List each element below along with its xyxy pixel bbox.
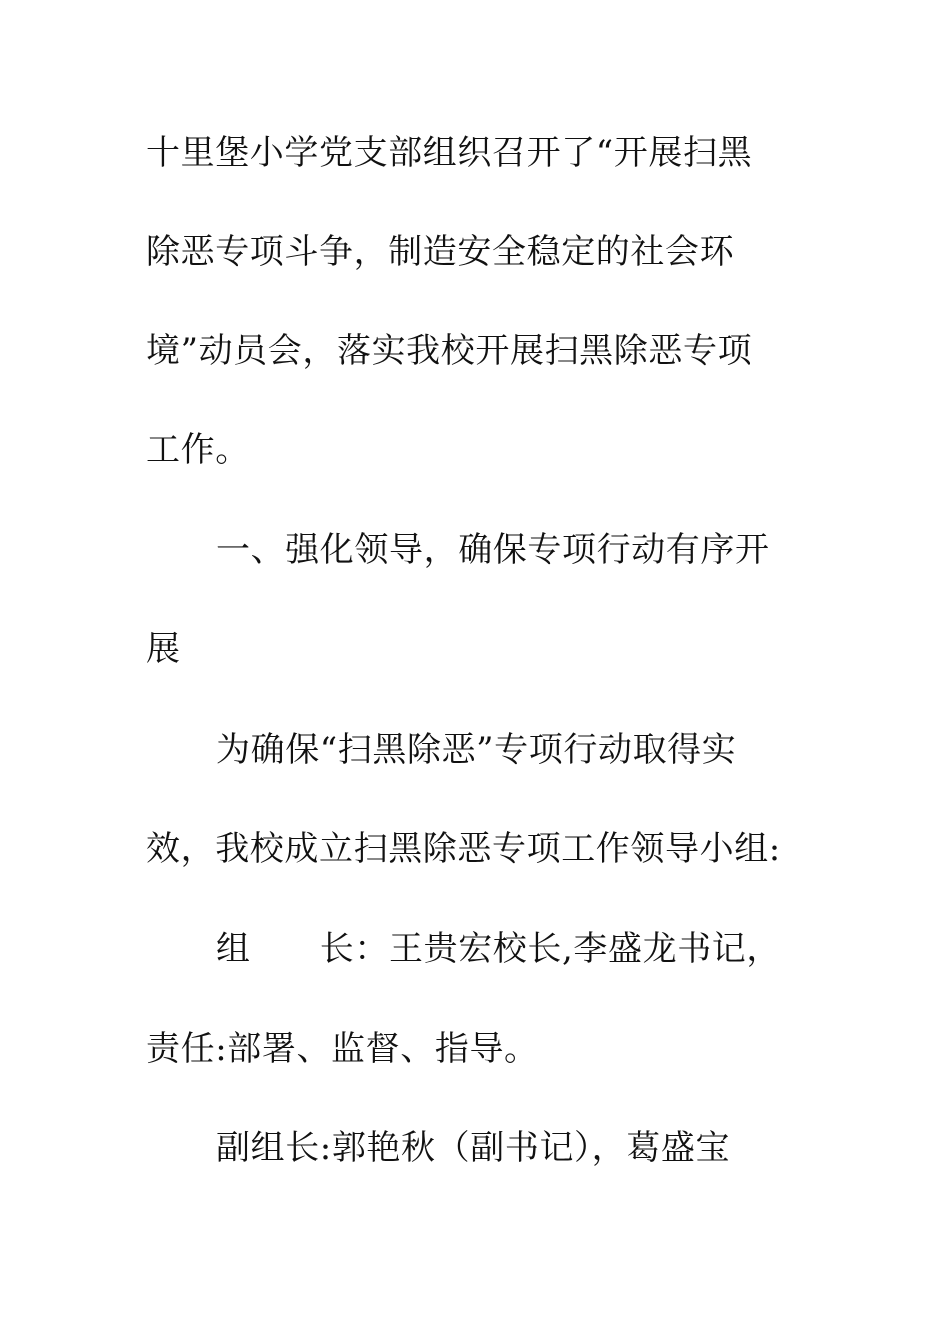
paragraph-line: 效，我校成立扫黑除恶专项工作领导小组: xyxy=(146,829,781,869)
section-heading-line: 一、强化领导，确保专项行动有序开 xyxy=(216,530,770,570)
paragraph-line: 责任:部署、监督、指导。 xyxy=(146,1029,539,1069)
paragraph-line: 为确保“扫黑除恶”专项行动取得实 xyxy=(216,730,737,770)
paragraph-line: 工作。 xyxy=(146,430,250,470)
paragraph-line: 除恶专项斗争，制造安全稳定的社会环 xyxy=(146,232,735,272)
paragraph-line: 组 长：王贵宏校长,李盛龙书记， xyxy=(216,929,782,969)
section-heading-line: 展 xyxy=(146,629,181,669)
paragraph-line: 十里堡小学党支部组织召开了“开展扫黑 xyxy=(146,133,753,173)
paragraph-line: 副组长:郭艳秋（副书记），葛盛宝 xyxy=(216,1128,731,1168)
paragraph-line: 境”动员会，落实我校开展扫黑除恶专项 xyxy=(146,331,753,371)
